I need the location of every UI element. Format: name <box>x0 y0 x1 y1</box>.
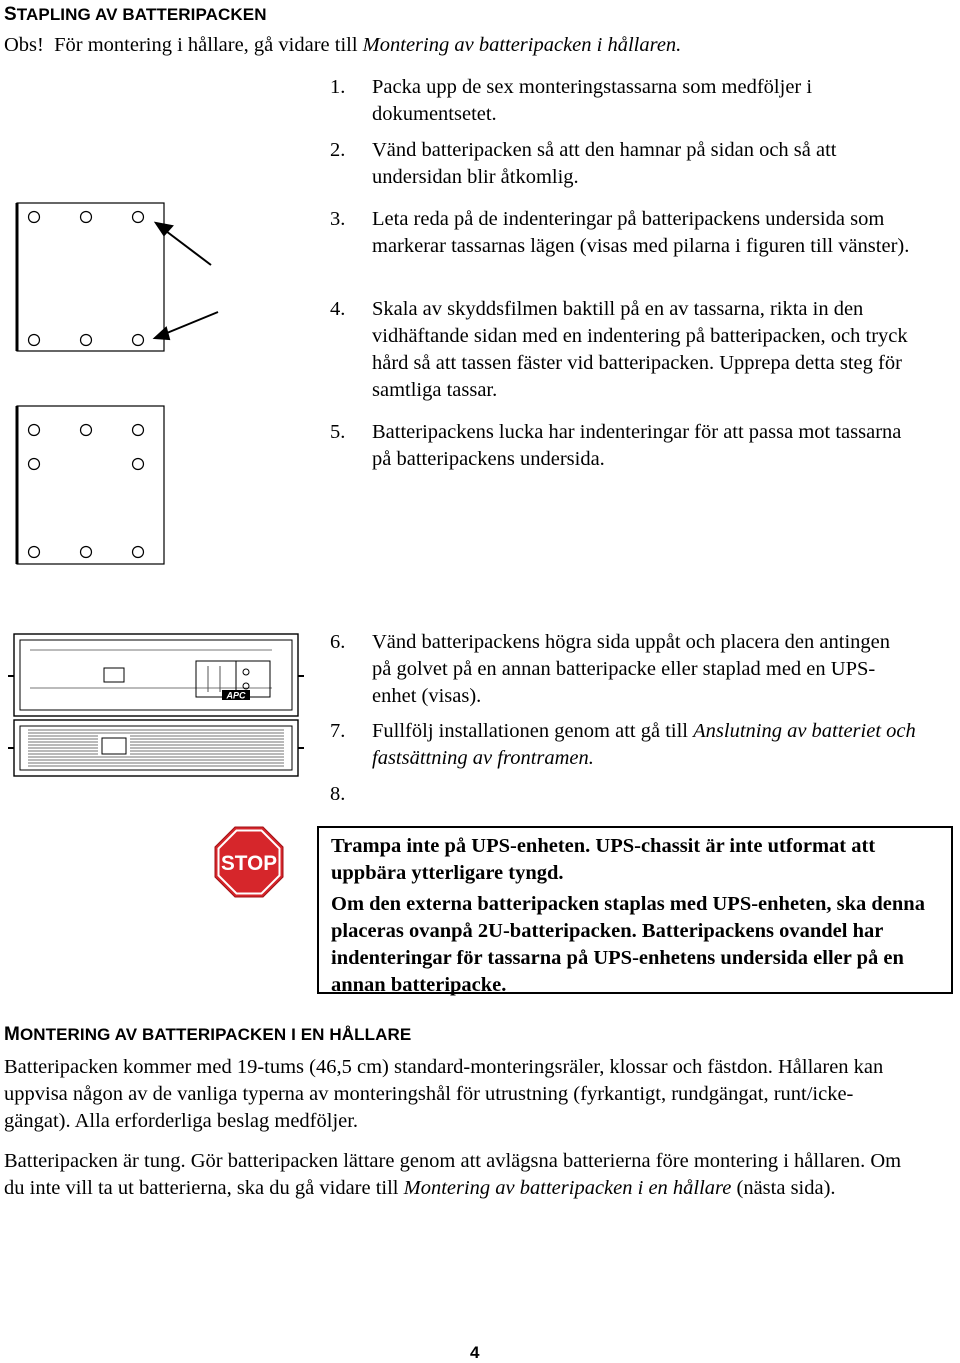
page-number: 4 <box>470 1343 480 1362</box>
foot-indent-circle <box>81 212 92 223</box>
foot-indent-circle <box>29 459 40 470</box>
step-6: 6. Vänd batteripackens högra sida uppåt och placera den antingen på golvet på en annan batteripacke eller staplad med en UPS-enhet (visas). <box>330 631 890 707</box>
stop-sign-icon <box>214 826 284 898</box>
step-2: 2. Vänd batteripacken så att den hamnar på sidan och så att undersidan blir åtkomlig. <box>330 139 837 188</box>
battery-panel-upper <box>17 203 164 351</box>
foot-indent-circle <box>133 459 144 470</box>
warning-line-2: Om den externa batteripacken staplas med UPS-enheten, ska denna placeras ovanpå 2U-batteripacken. Batteripackens ovandel har indenteringar för tassarna på UPS-enhetens undersida eller på en annan batteripacke. <box>331 893 925 996</box>
note-link[interactable]: Montering av batteripacken i hållaren. <box>362 34 682 56</box>
battery-vent-slats <box>28 730 284 766</box>
step-4: 4. Skala av skyddsfilmen baktill på en av tassarna, rikta in den vidhäftande sidan med en indentering på batteripacken, och tryck hård så att tassen fäster vid batteripacken. Upprepa detta steg för samtliga tassar. <box>330 298 908 401</box>
foot-indent-circle <box>29 425 40 436</box>
note-line <box>4 32 681 59</box>
note-text: För montering i hållare, gå vidare till <box>54 34 358 56</box>
stop-sign-text: STOP <box>221 852 277 875</box>
step-7-link[interactable]: Anslutning av batteriet och fastsättning av frontramen. <box>372 720 916 769</box>
foot-indent-circle <box>29 335 40 346</box>
foot-indent-circle <box>81 425 92 436</box>
ups-label-plate <box>104 668 124 682</box>
paragraph-2-text: Batteripacken är tung. Gör batteripacken lättare genom att avlägsna batterierna före montering i hållaren. Om du inte vill ta ut batterierna, ska du gå vidare till <box>4 1150 902 1199</box>
rack-mount-paragraph-2 <box>4 1148 904 1202</box>
foot-indent-circle <box>29 547 40 558</box>
note-prefix: Obs! <box>4 34 44 56</box>
section-heading-stapling: STAPLING AV BATTERIPACKEN <box>4 4 267 25</box>
section-heading-rack-mount: MONTERING AV BATTERIPACKEN I EN HÅLLARE <box>4 1024 412 1045</box>
warning-line-1: Trampa inte på UPS-enheten. UPS-chassit är inte utformat att uppbära ytterligare tyngd. <box>331 835 876 884</box>
paragraph-2-link[interactable]: Montering av batteripacken i en hållare <box>403 1177 732 1199</box>
foot-indent-circle <box>133 212 144 223</box>
ups-button-icon <box>243 669 249 675</box>
step-3: 3. Leta reda på de indenteringar på batteripackens undersida som markerar tassarnas lägen (visas med pilarna i figuren till vänster). <box>330 208 910 257</box>
paragraph-2-suffix: (nästa sida). <box>736 1177 836 1199</box>
rack-mount-paragraph-1: Batteripacken kommer med 19-tums (46,5 cm) standard-monteringsräler, klossar och fästdon. Hållaren kan uppvisa någon av de vanliga typerna av monteringshål för utrustning (fyrkantigt, rundgängat, runt/icke-gängat). Alla erforderliga beslag medföljer. <box>4 1056 884 1132</box>
step-1: 1. Packa upp de sex monteringstassarna som medföljer i dokumentsetet. <box>330 76 813 125</box>
apc-logo: APC <box>226 690 246 701</box>
ups-unit-body <box>14 634 298 716</box>
foot-indent-circle <box>81 335 92 346</box>
step-5: 5. Batteripackens lucka har indenteringar för att passa mot tassarna på batteripackens undersida. <box>330 421 902 470</box>
foot-indent-circle <box>133 425 144 436</box>
arrow-head-icon <box>155 328 169 339</box>
ups-stack-figure <box>8 628 308 786</box>
battery-pack-label-plate <box>102 738 126 754</box>
step-7-text: Fullfölj installationen genom att gå till <box>372 720 688 742</box>
pointer-arrow-upper <box>162 228 211 265</box>
warning-box <box>317 826 953 994</box>
foot-indent-circle <box>133 335 144 346</box>
battery-underside-figure <box>10 195 220 570</box>
pointer-arrow-lower <box>162 312 218 335</box>
foot-indent-circle <box>29 212 40 223</box>
foot-indent-circle <box>133 547 144 558</box>
step-7: 7. Fullfölj installationen genom att gå till Anslutning av batteriet och fastsättning av frontramen. <box>330 720 916 769</box>
foot-indent-circle <box>81 547 92 558</box>
